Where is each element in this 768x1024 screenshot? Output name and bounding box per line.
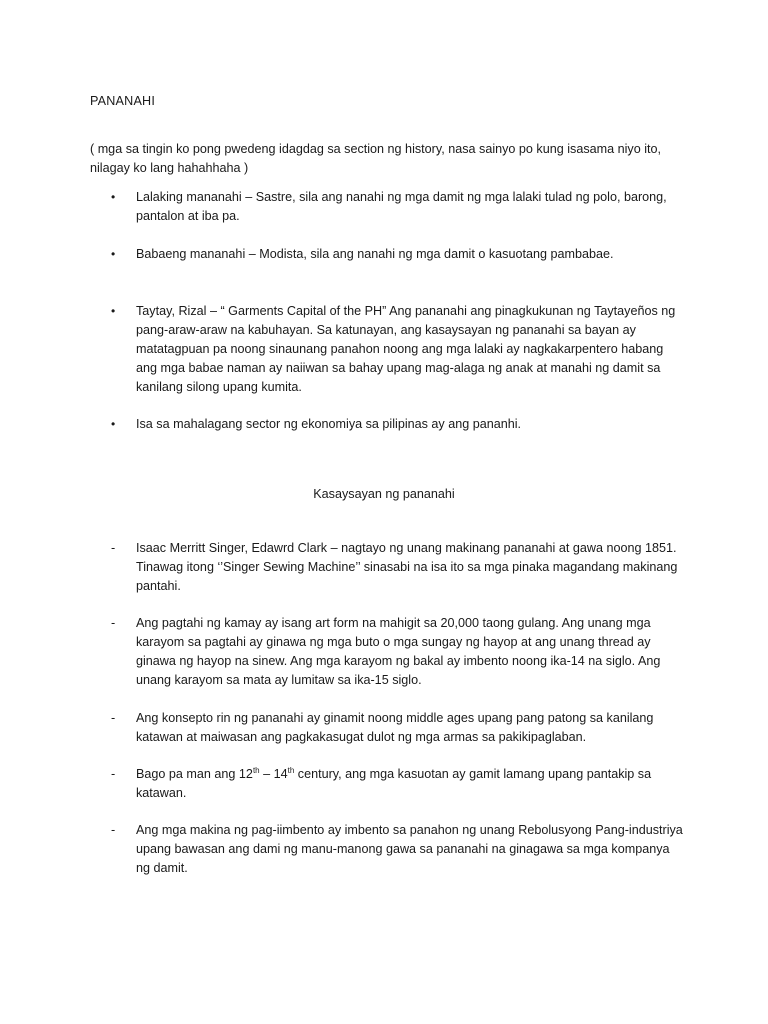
century-middle: – 14 — [259, 767, 288, 781]
section-subheading: Kasaysayan ng pananahi — [313, 487, 455, 501]
history-item: Isaac Merritt Singer, Edawrd Clark – nagtayo ng unang makinang pananahi at gawa noong 1851. Tinawag itong ‘’Singer Sewing Machine’’ sinasabi na isa ito sa mga pinaka magandang makinang pantahi. — [136, 541, 678, 593]
bullet-item: Lalaking mananahi – Sastre, sila ang nanahi ng mga damit ng mga lalaki tulad ng polo, barong, pantalon at iba pa. — [136, 190, 667, 223]
bullet-item: Taytay, Rizal – “ Garments Capital of the PH” Ang pananahi ang pinagkukunan ng Taytayeños ng pang-araw-araw na kabuhayan. Sa katunayan, ang kasaysayan ng pananahi sa bayan ay matatagpuan pa noong sinaunang panahon noong ang mga lalaki ay nagkakarpentero habang ang mga babae naman ay naiiwan sa bahay upang mag-alaga ng anak at manahi ng damit sa kanilang silong upang kumita. — [136, 304, 676, 394]
bullet-marker: • — [111, 190, 116, 204]
document-title: PANANAHI — [90, 94, 156, 108]
bullet-marker: • — [111, 247, 116, 261]
history-item: Ang konsepto rin ng pananahi ay ginamit noong middle ages upang pang patong sa kanilang katawan at maiwasan ang pagkakasugat dulot ng mga armas sa pakikipaglaban. — [136, 711, 654, 744]
century-prefix: Bago pa man ang 12 — [136, 767, 253, 781]
history-item-century — [136, 765, 686, 803]
history-item: Ang mga makina ng pag-iimbento ay imbento sa panahon ng unang Rebolusyong Pang-industriya upang bawasan ang dami ng manu-manong gawa sa pananahi na ginagawa sa mga kompanya ng damit. — [136, 823, 683, 875]
dash-marker: - — [111, 767, 116, 781]
bullet-marker: • — [111, 417, 116, 431]
century-sup-1: th — [252, 766, 260, 775]
bullet-item: Isa sa mahalagang sector ng ekonomiya sa pilipinas ay ang pananhi. — [136, 417, 522, 431]
dash-marker: - — [111, 616, 116, 630]
history-item: Ang pagtahi ng kamay ay isang art form na mahigit sa 20,000 taong gulang. Ang unang mga karayom sa pagtahi ay ginawa ng mga buto o mga sungay ng hayop at ang unang thread ay ginawa ng hayop na sinew. Ang mga karayom ng bakal ay imbento noong ika-14 na siglo. Ang unang karayom sa mata ay lumitaw sa ika-15 siglo. — [136, 616, 661, 687]
dash-marker: - — [111, 823, 116, 837]
century-sup-2: th — [287, 766, 295, 775]
dash-marker: - — [111, 541, 116, 555]
bullet-item: Babaeng mananahi – Modista, sila ang nanahi ng mga damit o kasuotang pambabae. — [136, 247, 614, 261]
bullet-marker: • — [111, 304, 116, 318]
century-suffix: century, ang mga kasuotan ay gamit lamang upang pantakip sa katawan. — [136, 767, 652, 800]
author-note: ( mga sa tingin ko pong pwedeng idagdag sa section ng history, nasa sainyo po kung isasama niyo ito, nilagay ko lang hahahhaha ) — [90, 142, 662, 175]
dash-marker: - — [111, 711, 116, 725]
